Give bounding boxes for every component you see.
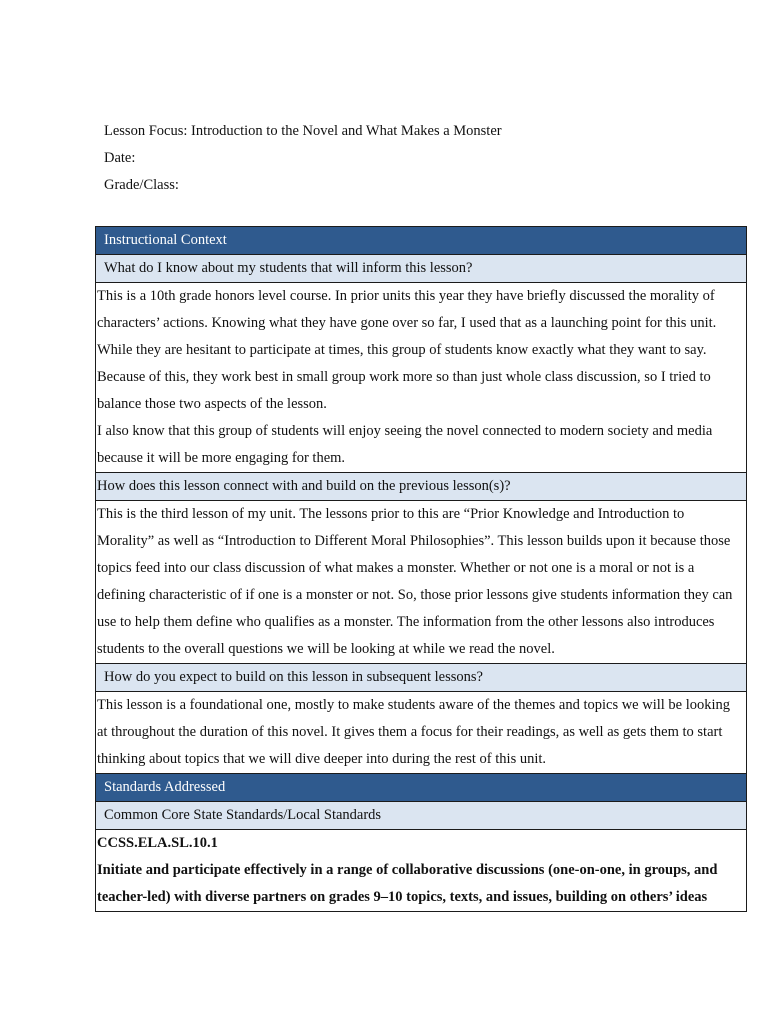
- section-heading-standards: Standards Addressed: [96, 774, 747, 802]
- question-know-students: What do I know about my students that will inform this lesson?: [96, 255, 747, 283]
- answer-know-students: [96, 283, 747, 473]
- answer-paragraph: This is the third lesson of my unit. The lessons prior to this are “Prior Knowledge and Introduction to Morality” as well as “Introduction to Different Moral Philosophies”. This lesson builds upon it because those topics feed into our class discussion of what makes a monster. Whether or not one is a moral or not is a defining characteristic of if one is a monster or not. So, those prior lessons give students information they can use to help them define who qualifies as a monster. The information from the other lessons also introduces students to the overall questions we will be looking at while we read the novel.: [97, 506, 733, 657]
- answer-previous-lessons: [96, 501, 747, 664]
- date-label: Date:: [104, 150, 136, 166]
- answer-subsequent-lessons: [96, 692, 747, 774]
- answer-paragraph: I also know that this group of students will enjoy seeing the novel connected to modern society and media because it will be more engaging for them.: [97, 423, 713, 466]
- grade-class-label: Grade/Class:: [104, 177, 179, 193]
- lesson-header: [104, 118, 502, 199]
- answer-paragraph: This lesson is a foundational one, mostly to make students aware of the themes and topics we will be looking at throughout the duration of this novel. It gives them a focus for their readings, as well as gets them to start thinking about topics that we will dive deeper into during the rest of this unit.: [97, 697, 731, 767]
- standard-code: CCSS.ELA.SL.10.1: [97, 835, 218, 851]
- question-subsequent-lessons: How do you expect to build on this lesson in subsequent lessons?: [96, 664, 747, 692]
- lesson-plan-table: [95, 226, 747, 912]
- standards-subheading: Common Core State Standards/Local Standards: [96, 802, 747, 830]
- section-heading-instructional-context: Instructional Context: [96, 227, 747, 255]
- standard-text: Initiate and participate effectively in a range of collaborative discussions (one-on-one, in groups, and teacher-led) with diverse partners on grades 9–10 topics, texts, and issues, building on others’ ideas: [97, 862, 718, 905]
- question-previous-lessons: How does this lesson connect with and build on the previous lesson(s)?: [96, 473, 747, 501]
- standard-entry: [96, 830, 747, 912]
- answer-paragraph: This is a 10th grade honors level course. In prior units this year they have briefly discussed the morality of characters’ actions. Knowing what they have gone over so far, I used that as a launching point for this unit. While they are hesitant to participate at times, this group of students know exactly what they want to say. Because of this, they work best in small group work more so than just whole class discussion, so I tried to balance those two aspects of the lesson.: [97, 288, 717, 412]
- lesson-focus: Lesson Focus: Introduction to the Novel and What Makes a Monster: [104, 123, 502, 139]
